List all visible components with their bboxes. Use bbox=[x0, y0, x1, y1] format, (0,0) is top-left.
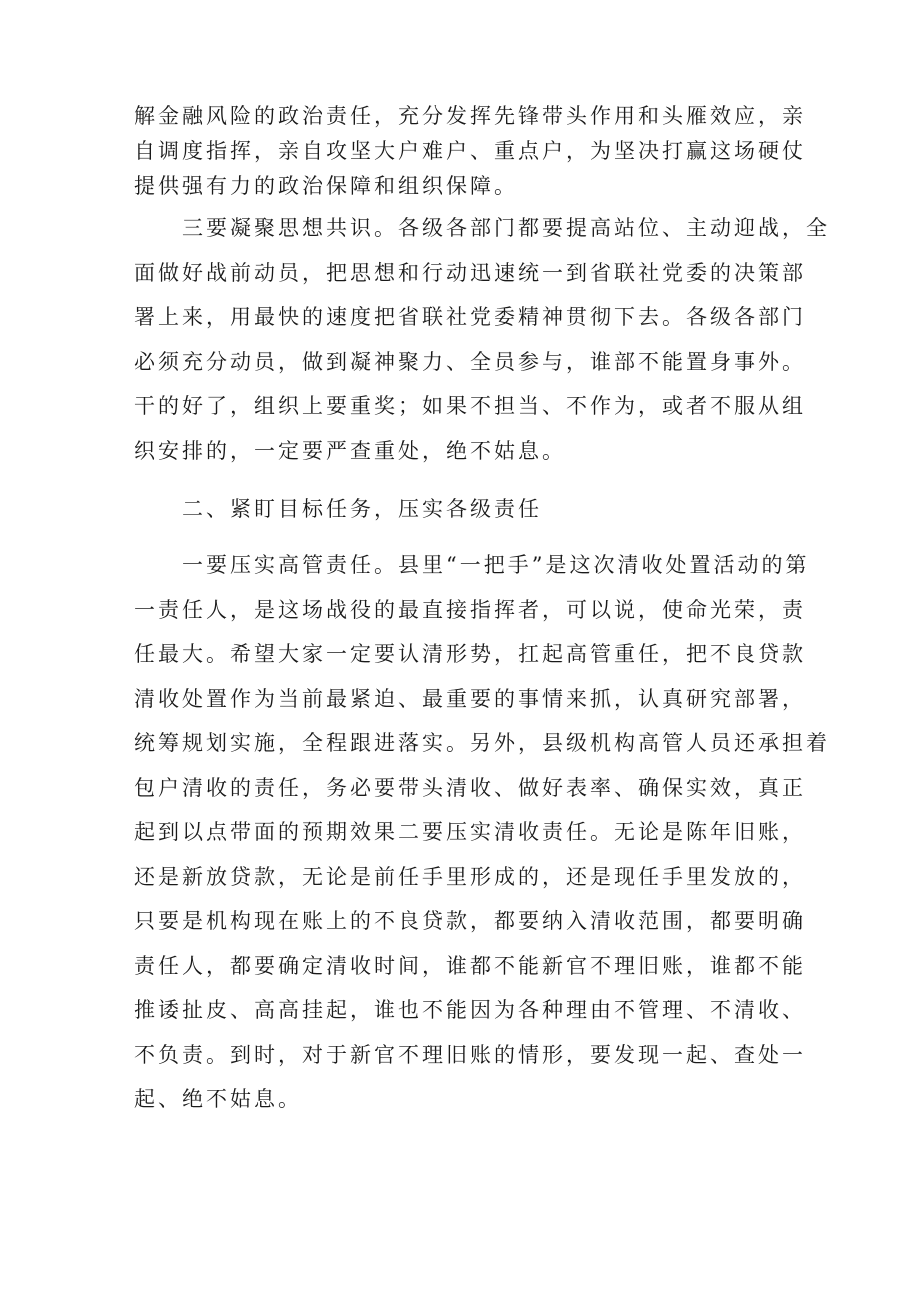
text-line: 起到以点带面的预期效果二要压实清收责任。无论是陈年旧账， bbox=[134, 820, 806, 844]
text-line: 三要凝聚思想共识。各级各部门都要提高站位、主动迎战，全 bbox=[134, 216, 830, 240]
text-line: 一责任人，是这场战役的最直接指挥者，可以说，使命光荣，责 bbox=[134, 597, 806, 622]
text-line: 干的好了，组织上要重奖；如果不担当、不作为，或者不服从组 bbox=[134, 394, 806, 418]
text-line: 责任人，都要确定清收时间，谁都不能新官不理旧账，谁都不能 bbox=[134, 953, 806, 978]
text-line: 起、绝不姑息。 bbox=[134, 1087, 302, 1111]
heading-line: 二、紧盯目标任务，压实各级责任 bbox=[134, 497, 542, 521]
text-line: 提供强有力的政治保障和组织保障。 bbox=[134, 174, 518, 198]
text-line: 署上来，用最快的速度把省联社党委精神贯彻下去。各级各部门 bbox=[134, 305, 806, 329]
text-line: 清收处置作为当前最紧迫、最重要的事情来抓，认真研究部署， bbox=[134, 686, 806, 711]
section-heading bbox=[134, 487, 788, 532]
text-line: 推诿扯皮、高高挂起，谁也不能因为各种理由不管理、不清收、 bbox=[134, 998, 806, 1022]
paragraph-consensus bbox=[134, 206, 830, 473]
text-line: 一要压实高管责任。县里“一把手”是这次清收处置活动的第 bbox=[134, 553, 810, 577]
text-line: 必须充分动员，做到凝神聚力、全员参与，谁部不能置身事外。 bbox=[134, 349, 806, 374]
text-line: 包户清收的责任，务必要带头清收、做好表率、确保实效，真正 bbox=[134, 775, 806, 800]
text-line: 解金融风险的政治责任，充分发挥先锋带头作用和头雁效应，亲 bbox=[134, 104, 806, 128]
text-line: 还是新放贷款，无论是前任手里形成的，还是现任手里发放的， bbox=[134, 864, 806, 889]
text-line: 不负责。到时，对于新官不理旧账的情形，要发现一起、查处一 bbox=[134, 1042, 806, 1067]
paragraph-political-responsibility bbox=[134, 99, 806, 204]
text-line: 面做好战前动员，把思想和行动迅速统一到省联社党委的决策部 bbox=[134, 260, 806, 285]
paragraph-executive-responsibility bbox=[134, 543, 830, 1122]
text-line: 任最大。希望大家一定要认清形势，扛起高管重任，把不良贷款 bbox=[134, 642, 806, 666]
text-line: 统筹规划实施，全程跟进落实。另外，县级机构高管人员还承担着 bbox=[134, 731, 830, 755]
text-line: 自调度指挥，亲自攻坚大户难户、重点户，为坚决打赢这场硬仗 bbox=[134, 139, 806, 163]
text-line: 只要是机构现在账上的不良贷款，都要纳入清收范围，都要明确 bbox=[134, 909, 806, 933]
text-line: 织安排的，一定要严查重处，绝不姑息。 bbox=[134, 438, 566, 463]
